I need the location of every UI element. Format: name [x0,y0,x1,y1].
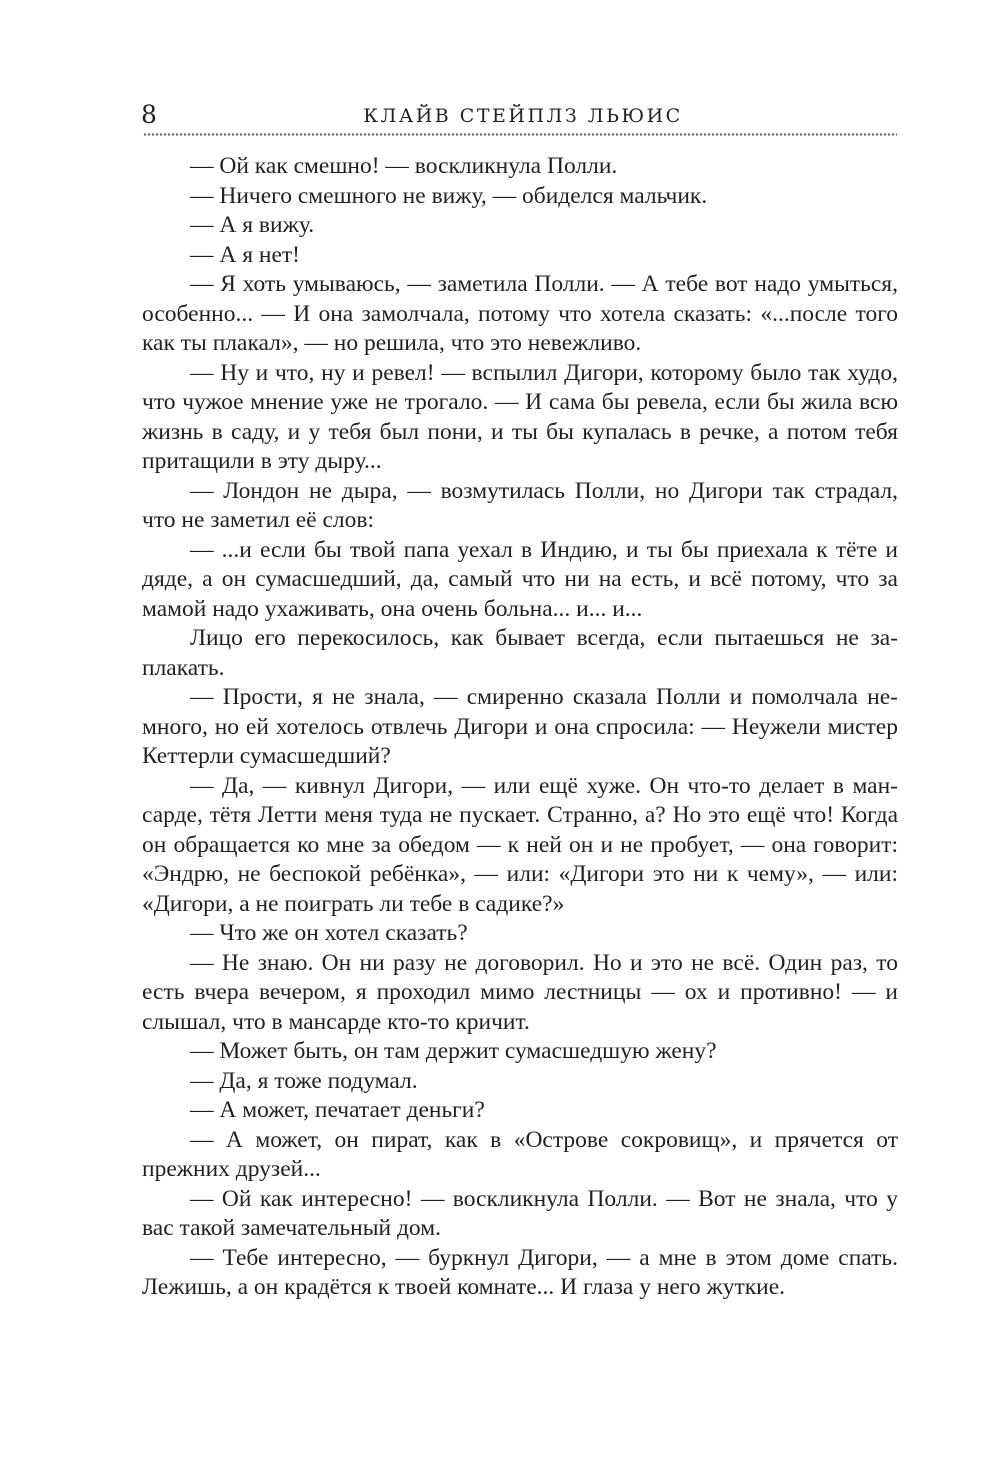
paragraph: — А может, он пират, как в «Острове сокровищ», и прячется от прежних друзей... [142,1126,898,1182]
paragraph: — А я нет! [190,241,301,268]
paragraph: Лицо его перекосилось, как бывает всегда, если пытаешься не заплакать. [142,625,898,681]
paragraph: — Ничего смешного не вижу, — обиделся мальчик. [190,182,708,209]
paragraph: — Что же он хотел сказать? [190,920,468,946]
body-text [142,152,898,1303]
paragraph: — Да, я тоже подумал. [190,1067,418,1094]
paragraph: — ...и если бы твой папа уехал в Индию, и ты бы приехала к тёте и дяде, а он сумасшедший, да, самый что ни на есть, и всё потому, что за мамой надо ухаживать, она очень больна... и... и... [142,536,898,622]
paragraph: — А может, печатает деньги? [190,1097,485,1123]
paragraph: — Лондон не дыра, — возмутилась Полли, но Дигори так страдал, что не заметил её слов: [142,477,898,533]
paragraph: — Не знаю. Он ни разу не договорил. Но и это не всё. Один раз, то есть вчера вечером, я проходил мимо лестницы — ох и противно! — и слышал, что в мансарде кто-то кричит. [142,949,898,1035]
header-dotted-rule [143,132,897,137]
paragraph: — Ну и что, ну и ревел! — вспылил Дигори, которому было так худо, что чужое мнение уже не трогало. — И сама бы ревела, если бы жила всю жизнь в саду, и у тебя был пони, и ты бы купалась в речке, а потом тебя притащили в эту дыру... [142,359,898,474]
paragraph: — Может быть, он там держит сумасшедшую жену? [190,1038,717,1064]
paragraph: — Да, — кивнул Дигори, — или ещё хуже. Он что-то делает в мансарде, тётя Летти меня туда не пускает. Странно, а? Но это ещё что! Когда он обращается ко мне за обедом — к ней он и не пробует, — она говорит: «Эндрю, не беспокой ребёнка», — или: «Дигори это ни к чему», — или: «Дигори, а не поиграть ли тебе в садике?» [142,772,898,917]
paragraph: — А я вижу. [190,212,315,238]
paragraph: — Ой как смешно! — воскликнула Полли. [190,153,618,179]
page-number: 8 [141,100,157,129]
paragraph: — Ой как интересно! — воскликнула Полли. — Вот не знала, что у вас такой замечательный дом. [142,1185,898,1241]
paragraph: — Тебе интересно, — буркнул Дигори, — а мне в этом доме спать. Лежишь, а он крадётся к твоей комнате... И глаза у него жуткие. [142,1244,898,1300]
paragraph: — Я хоть умываюсь, — заметила Полли. — А тебе вот надо умыться, особенно... — И она замолчала, потому что хотела сказать: «...после того как ты плакал», — но решила, что это невежливо. [142,271,898,356]
paragraph: — Прости, я не знала, — смиренно сказала Полли и помолчала немного, но ей хотелось отвлечь Дигори и она спросила: — Неужели мистер Кеттерли сумасшедший? [142,684,898,769]
running-title: КЛАЙВ СТЕЙПЛЗ ЛЬЮИС [363,105,683,127]
